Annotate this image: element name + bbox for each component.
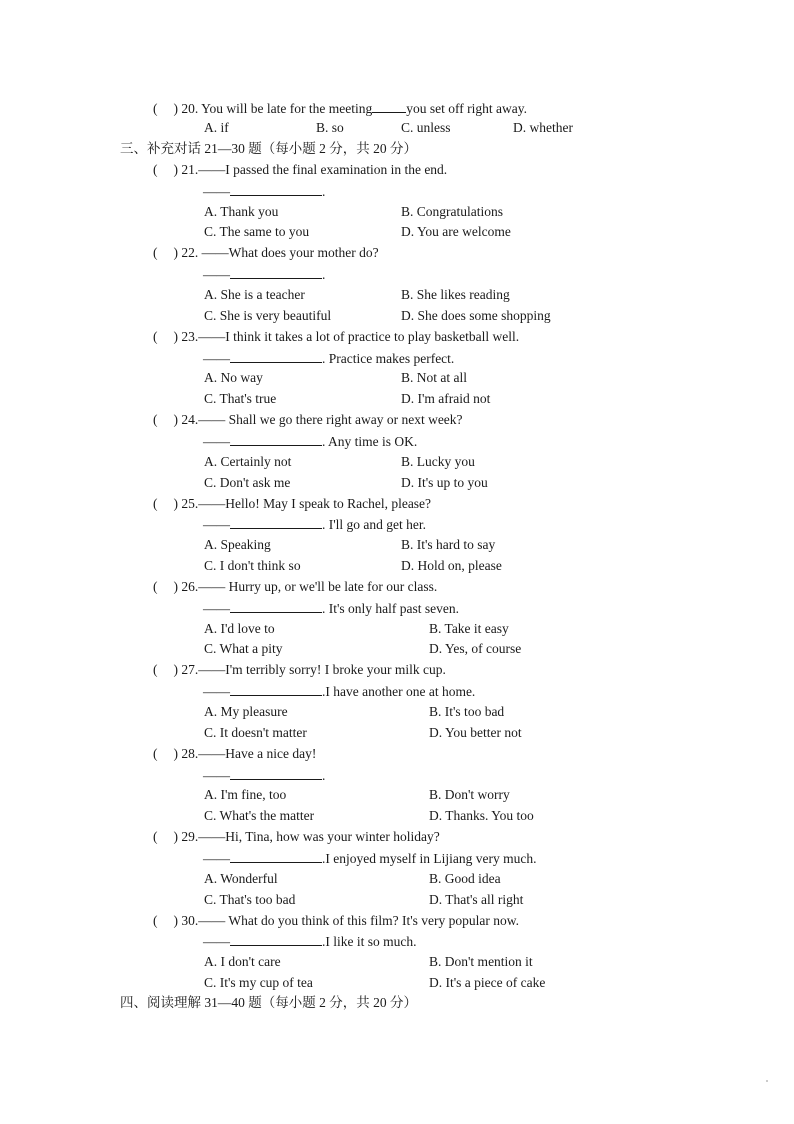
paren-open: ( [153, 329, 158, 344]
option-text: D. It's up to you [401, 475, 488, 490]
option-text: D. That's all right [429, 892, 524, 907]
response-text: . [322, 267, 326, 282]
answer-blank [230, 183, 322, 196]
option-b: B. so [316, 120, 344, 135]
option-a [204, 537, 271, 553]
response-text: .I like it so much. [322, 934, 417, 949]
paren-open: ( [153, 913, 158, 928]
option-text: C. She is very beautiful [204, 308, 332, 323]
paren-close: ) [173, 496, 178, 511]
option-text: B. Not at all [401, 370, 467, 385]
paren-open: ( [153, 579, 158, 594]
option-b [401, 537, 495, 553]
question-text: —— Shall we go there right away or next week? [198, 412, 463, 427]
option-text: B. It's hard to say [401, 537, 496, 552]
dash: —— [203, 851, 230, 866]
option-a [204, 871, 278, 887]
question-number: 28. [181, 746, 199, 761]
paren-close: ) [173, 579, 178, 594]
option-a [204, 704, 288, 720]
option-text: B. Don't mention it [429, 954, 533, 969]
response-line [203, 767, 325, 784]
response-text: .I have another one at home. [322, 684, 476, 699]
dash: —— [203, 934, 230, 949]
paren-close: ) [173, 913, 178, 928]
option-c [204, 892, 295, 908]
option-c [204, 308, 331, 324]
option-text: A. I don't care [204, 954, 281, 969]
question-text: —— What do you think of this film? It's very popular now. [198, 913, 520, 928]
option-text: B. Lucky you [401, 454, 475, 469]
option-d [401, 391, 490, 407]
option-text: A. No way [204, 370, 263, 385]
question-number: 22. [181, 245, 199, 260]
paren-open: ( [153, 412, 158, 427]
response-text: . I'll go and get her. [322, 517, 427, 532]
option-b [429, 954, 533, 970]
response-text: . It's only half past seven. [322, 601, 460, 616]
option-text: A. Speaking [204, 537, 271, 552]
paren-open: ( [153, 496, 158, 511]
question-prompt [153, 579, 437, 595]
question-number: 26. [181, 579, 199, 594]
question-prompt [153, 829, 440, 845]
answer-blank [230, 767, 322, 780]
answer-blank [230, 850, 322, 863]
question-text: ——I passed the final examination in the end. [198, 162, 448, 177]
answer-blank [372, 100, 406, 113]
option-text: C. Don't ask me [204, 475, 291, 490]
paren-open: ( [153, 245, 158, 260]
answer-blank [230, 516, 322, 529]
option-text: B. Good idea [429, 871, 501, 886]
option-text: A. I'm fine, too [204, 787, 287, 802]
question-text: ——Hello! May I speak to Rachel, please? [198, 496, 432, 511]
option-a [204, 454, 291, 470]
option-a [204, 204, 278, 220]
option-text: C. What a pity [204, 641, 283, 656]
option-text: C. It doesn't matter [204, 725, 307, 740]
answer-blank [230, 933, 322, 946]
paren-open: ( [153, 101, 158, 116]
paren-close: ) [173, 662, 178, 677]
option-text: D. You better not [429, 725, 522, 740]
question-text: ——Hi, Tina, how was your winter holiday? [198, 829, 440, 844]
option-text: D. Yes, of course [429, 641, 522, 656]
question-prompt [153, 496, 431, 512]
section-heading: 三、补充对话 21—30 题（每小题 2 分，共 20 分） [120, 141, 417, 156]
option-c [204, 641, 283, 657]
option-c [204, 475, 290, 491]
option-c [204, 975, 313, 991]
response-line [203, 933, 417, 950]
response-line [203, 683, 475, 700]
option-c [204, 725, 307, 741]
option-b [429, 871, 501, 887]
option-a [204, 370, 263, 386]
answer-blank [230, 600, 322, 613]
option-a [204, 787, 286, 803]
option-text: D. She does some shopping [401, 308, 551, 323]
response-text: .I enjoyed myself in Lijiang very much. [322, 851, 537, 866]
paren-close: ) [173, 329, 178, 344]
question-number: 21. [181, 162, 199, 177]
paren-close: ) [173, 746, 178, 761]
paren-open: ( [153, 829, 158, 844]
answer-blank [230, 350, 322, 363]
option-text: A. Wonderful [204, 871, 278, 886]
paren-close: ) [173, 412, 178, 427]
option-b [401, 204, 503, 220]
option-d [429, 892, 523, 908]
option-text: D. Hold on, please [401, 558, 502, 573]
question-prompt [153, 913, 519, 929]
option-text: C. I don't think so [204, 558, 301, 573]
option-text: D. It's a piece of cake [429, 975, 546, 990]
response-text: . Any time is OK. [322, 434, 418, 449]
option-text: B. Don't worry [429, 787, 510, 802]
paren-open: ( [153, 746, 158, 761]
option-d [429, 808, 534, 824]
dash: —— [203, 351, 230, 366]
question-number: 30. [181, 913, 199, 928]
option-b [401, 370, 467, 386]
option-text: B. She likes reading [401, 287, 510, 302]
paren-close: ) [173, 162, 178, 177]
question-text: 20. You will be late for the meeting [181, 101, 373, 116]
response-line [203, 433, 417, 450]
option-b [429, 704, 504, 720]
question-text: ——Have a nice day! [198, 746, 317, 761]
option-text: C. That's too bad [204, 892, 296, 907]
dash: —— [203, 768, 230, 783]
option-text: D. Thanks. You too [429, 808, 534, 823]
question-text: —— Hurry up, or we'll be late for our class. [198, 579, 438, 594]
option-a: A. if [204, 120, 229, 135]
option-d [401, 475, 488, 491]
option-d: D. whether [513, 120, 573, 135]
option-text: D. You are welcome [401, 224, 511, 239]
option-text: C. It's my cup of tea [204, 975, 313, 990]
option-c [204, 391, 276, 407]
answer-blank [230, 683, 322, 696]
option-d [401, 558, 502, 574]
option-text: C. What's the matter [204, 808, 315, 823]
question-number: 23. [181, 329, 199, 344]
option-text: A. I'd love to [204, 621, 275, 636]
option-text: A. My pleasure [204, 704, 288, 719]
option-b [429, 621, 509, 637]
option-text: B. Congratulations [401, 204, 503, 219]
question-20-prompt [153, 100, 527, 117]
option-text: A. Thank you [204, 204, 279, 219]
option-d [401, 224, 511, 240]
question-number: 25. [181, 496, 199, 511]
option-d [429, 975, 545, 991]
option-d [429, 641, 521, 657]
option-text: C. The same to you [204, 224, 310, 239]
paren-open: ( [153, 162, 158, 177]
option-text: B. It's too bad [429, 704, 505, 719]
section-heading: 四、阅读理解 31—40 题（每小题 2 分，共 20 分） [120, 995, 417, 1010]
response-line [203, 183, 325, 200]
paren-open: ( [153, 662, 158, 677]
option-a [204, 621, 275, 637]
option-a [204, 954, 281, 970]
dash: —— [203, 684, 230, 699]
option-text: D. I'm afraid not [401, 391, 491, 406]
dash: —— [203, 517, 230, 532]
option-text: C. That's true [204, 391, 277, 406]
response-line [203, 266, 325, 283]
option-b [401, 454, 475, 470]
paren-close: ) [173, 245, 178, 260]
answer-blank [230, 266, 322, 279]
option-c [204, 808, 314, 824]
paren-close: ) [173, 101, 178, 116]
question-prompt [153, 662, 446, 678]
paren-close: ) [173, 829, 178, 844]
option-c: C. unless [401, 120, 451, 135]
response-line [203, 350, 454, 367]
option-a [204, 287, 305, 303]
response-line [203, 516, 426, 533]
response-line [203, 850, 536, 867]
dash: —— [203, 601, 230, 616]
dash: —— [203, 267, 230, 282]
option-b [401, 287, 510, 303]
question-prompt [153, 162, 447, 178]
question-prompt [153, 746, 316, 762]
response-line [203, 600, 459, 617]
answer-blank [230, 433, 322, 446]
question-number: 24. [181, 412, 199, 427]
option-d [401, 308, 551, 324]
option-text: A. Certainly not [204, 454, 292, 469]
question-prompt [153, 245, 379, 261]
question-number: 29. [181, 829, 199, 844]
response-text: . [322, 184, 326, 199]
speck [766, 1080, 768, 1082]
question-number: 27. [181, 662, 199, 677]
question-text: ——I'm terribly sorry! I broke your milk cup. [198, 662, 446, 677]
dash: —— [203, 434, 230, 449]
question-prompt [153, 412, 463, 428]
option-c [204, 224, 309, 240]
option-text: A. She is a teacher [204, 287, 305, 302]
option-d [429, 725, 522, 741]
question-text-after: you set off right away. [406, 101, 527, 116]
question-text: ——What does your mother do? [198, 245, 379, 260]
option-c [204, 558, 301, 574]
option-b [429, 787, 510, 803]
response-text: . Practice makes perfect. [322, 351, 455, 366]
question-prompt [153, 329, 519, 345]
dash: —— [203, 184, 230, 199]
response-text: . [322, 768, 326, 783]
option-text: B. Take it easy [429, 621, 509, 636]
question-text: ——I think it takes a lot of practice to play basketball well. [198, 329, 520, 344]
